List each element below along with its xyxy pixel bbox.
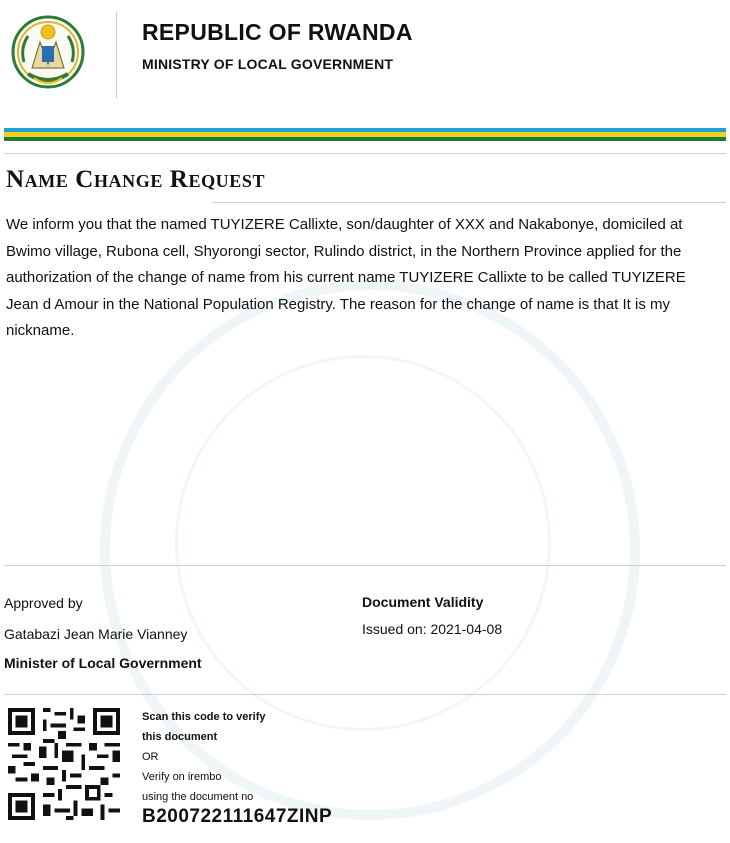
approved-by-label: Approved by: [4, 595, 83, 611]
document-number[interactable]: B200722111647ZINP: [142, 806, 333, 827]
divider-line: [4, 694, 726, 695]
ministry-heading: MINISTRY OF LOCAL GOVERNMENT: [142, 56, 394, 72]
divider-line: [4, 565, 726, 566]
title-rule: [212, 202, 726, 203]
document-title: Name Change Request: [6, 166, 266, 193]
watermark-inner-ring: [175, 355, 551, 731]
header-divider: [116, 12, 117, 98]
flag-band-green: [4, 137, 726, 141]
approver-name: Gatabazi Jean Marie Vianney: [4, 626, 188, 642]
verify-line-1: Scan this code to verify: [142, 711, 266, 723]
flag-stripe: [4, 128, 726, 141]
coat-of-arms-icon: [10, 12, 86, 94]
qr-code-icon[interactable]: [8, 708, 120, 820]
verify-line-2: this document: [142, 731, 218, 743]
document-body: We inform you that the named TUYIZERE Callixte, son/daughter of XXX and Nakabonye, domiciled at Bwimo village, Rubona cell, Shyorongi sector, Rulindo district, in the Northern Province applied for the authorization of the change of name from his current name TUYIZERE Callixte to be called TUYIZERE Jean d Amour in the National Population Registry. The reason for the change of name is that It is my nickname.: [6, 216, 686, 339]
verify-instructions: [142, 707, 265, 807]
validity-label: Document Validity: [362, 594, 484, 610]
verify-line-3: OR: [142, 751, 159, 763]
issued-date: Issued on: 2021-04-08: [362, 621, 503, 637]
divider-line: [4, 153, 726, 154]
approver-position: Minister of Local Government: [4, 655, 202, 671]
republic-heading: REPUBLIC OF RWANDA: [142, 19, 413, 45]
verify-line-5: using the document no: [142, 791, 254, 803]
verify-line-4: Verify on irembo: [142, 771, 222, 783]
